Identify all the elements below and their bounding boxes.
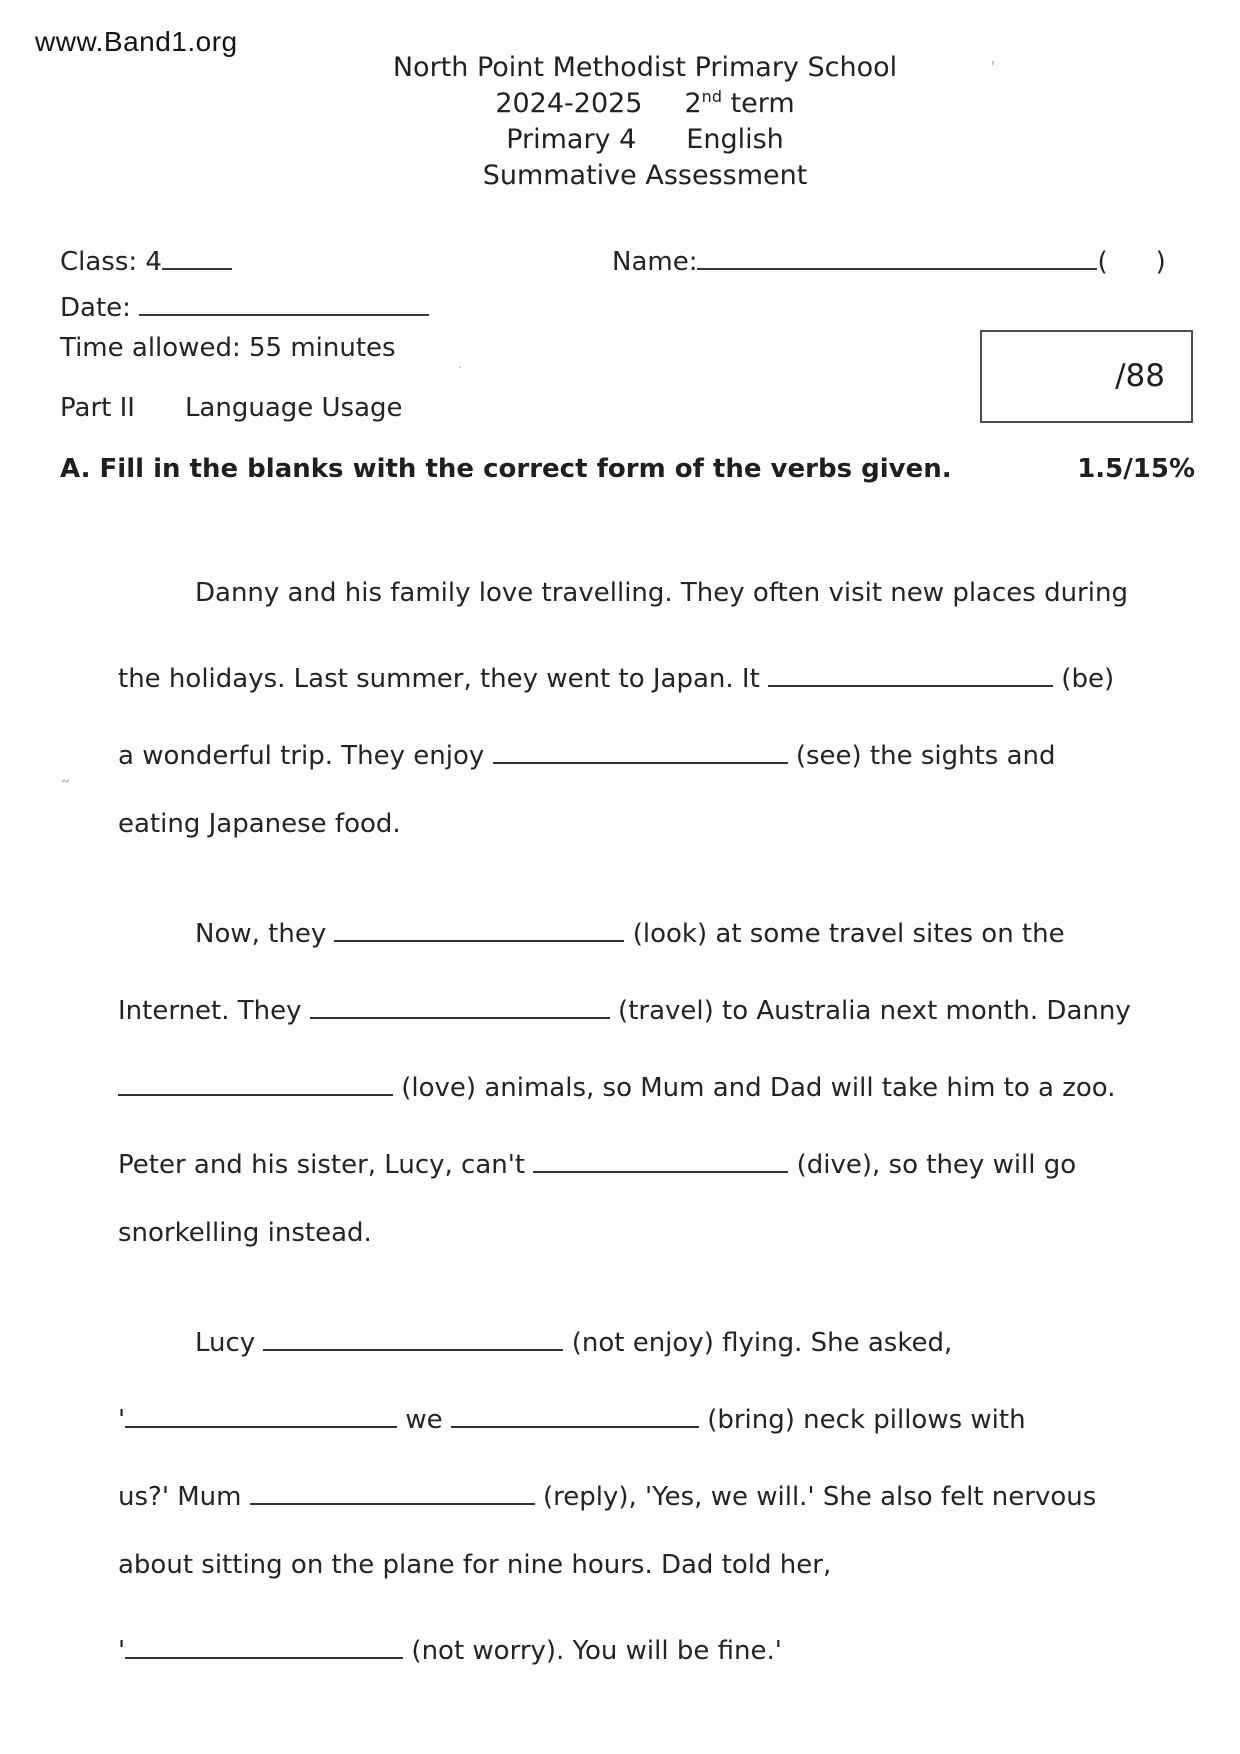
passage-text: about sitting on the plane for nine hours. Dad told her, — [118, 1550, 832, 1580]
subject: English — [686, 124, 784, 155]
passage-text: (be) — [1053, 664, 1115, 694]
scan-artifact: ’ — [990, 58, 996, 79]
part-heading — [60, 393, 403, 423]
answer-blank[interactable] — [451, 1396, 699, 1428]
school-name: North Point Methodist Primary School — [392, 52, 898, 83]
passage-text: ' — [118, 1405, 126, 1435]
time-allowed: Time allowed: 55 minutes — [60, 333, 396, 363]
section-a-heading: A. Fill in the blanks with the correct form of the verbs given. — [60, 454, 952, 484]
section-a-heading-row — [60, 454, 1195, 484]
passage-text: (dive), so they will go — [788, 1150, 1077, 1180]
date-label: Date: — [60, 293, 131, 323]
exam-header — [50, 50, 1240, 194]
passage-text: (not enjoy) flying. She asked, — [563, 1328, 953, 1358]
answer-blank[interactable] — [334, 910, 624, 942]
passage-text: Peter and his sister, Lucy, can't — [118, 1150, 534, 1180]
class-row — [60, 240, 232, 277]
score-box — [980, 330, 1193, 423]
passage-text: (look) at some travel sites on the — [624, 919, 1065, 949]
term-number: 2 — [684, 88, 702, 119]
answer-blank[interactable] — [533, 1141, 788, 1173]
passage-line — [118, 1141, 1198, 1180]
term-word: term — [730, 88, 795, 119]
answer-blank[interactable] — [768, 655, 1053, 687]
passage-text: us?' Mum — [118, 1482, 250, 1512]
passage-text: Lucy — [195, 1328, 264, 1358]
passage-text: a wonderful trip. They enjoy — [118, 741, 493, 771]
passage-text: ' — [118, 1636, 126, 1666]
passage-text: we — [397, 1405, 451, 1435]
passage-text: (love) animals, so Mum and Dad will take him to a zoo. — [393, 1073, 1116, 1103]
answer-blank[interactable] — [310, 987, 610, 1019]
assessment-title: Summative Assessment — [482, 160, 808, 191]
passage-line — [118, 809, 1198, 839]
answer-blank[interactable] — [493, 732, 788, 764]
passage-line — [118, 655, 1198, 694]
passage-text: (travel) to Australia next month. Danny — [609, 996, 1131, 1026]
section-a-marks: 1.5/15% — [1077, 454, 1195, 484]
year-term-line — [50, 86, 1240, 122]
part-title: Language Usage — [184, 393, 403, 423]
passage-text: eating Japanese food. — [118, 809, 401, 839]
grade-subject-line — [50, 122, 1240, 158]
passage-text: Internet. They — [118, 996, 310, 1026]
passage-text: the holidays. Last summer, they went to Japan. It — [118, 664, 769, 694]
passage-text: (not worry). You will be fine.' — [403, 1636, 782, 1666]
passage-line — [118, 1396, 1198, 1435]
passage-line — [118, 732, 1198, 771]
passage-text: (see) the sights and — [787, 741, 1056, 771]
passage-line — [118, 1550, 1198, 1580]
watermark: www.Band1.org — [35, 26, 238, 57]
passage-line — [118, 1064, 1198, 1103]
class-number-paren-close: ) — [1155, 247, 1166, 277]
answer-blank[interactable] — [118, 1064, 393, 1096]
class-number-paren-open: ( — [1097, 247, 1108, 277]
date-row — [60, 286, 429, 323]
scan-artifact: · — [458, 360, 463, 376]
scan-artifact: ˜ — [60, 778, 71, 803]
passage-paragraph — [118, 578, 1198, 839]
passage-line — [118, 578, 1198, 608]
part-label: Part II — [60, 393, 135, 423]
passage-line — [118, 1473, 1198, 1512]
passage-line — [118, 1319, 1198, 1358]
total-marks: /88 — [1115, 358, 1165, 394]
name-label: Name: — [612, 247, 698, 277]
passage — [118, 578, 1198, 1704]
passage-line — [118, 910, 1198, 949]
passage-paragraph — [118, 1295, 1198, 1666]
class-field-line[interactable] — [162, 240, 232, 270]
passage-text: Danny and his family love travelling. They often visit new places during — [195, 578, 1128, 608]
school-year: 2024-2025 — [495, 88, 643, 119]
date-field-line[interactable] — [139, 286, 429, 316]
name-row — [612, 240, 1166, 277]
class-label: Class: 4 — [60, 247, 162, 277]
passage-line — [118, 1627, 1198, 1666]
passage-line — [118, 1218, 1198, 1248]
answer-blank[interactable] — [125, 1627, 403, 1659]
name-field-line[interactable] — [697, 240, 1097, 270]
answer-blank[interactable] — [263, 1319, 563, 1351]
passage-text: (bring) neck pillows with — [698, 1405, 1026, 1435]
term-ordinal-suffix: nd — [701, 87, 722, 106]
passage-line — [118, 987, 1198, 1026]
passage-text: Now, they — [195, 919, 335, 949]
grade: Primary 4 — [506, 124, 637, 155]
passage-text: snorkelling instead. — [118, 1218, 372, 1248]
answer-blank[interactable] — [250, 1473, 535, 1505]
answer-blank[interactable] — [125, 1396, 397, 1428]
passage-paragraph — [118, 886, 1198, 1248]
passage-text: (reply), 'Yes, we will.' She also felt nervous — [534, 1482, 1097, 1512]
